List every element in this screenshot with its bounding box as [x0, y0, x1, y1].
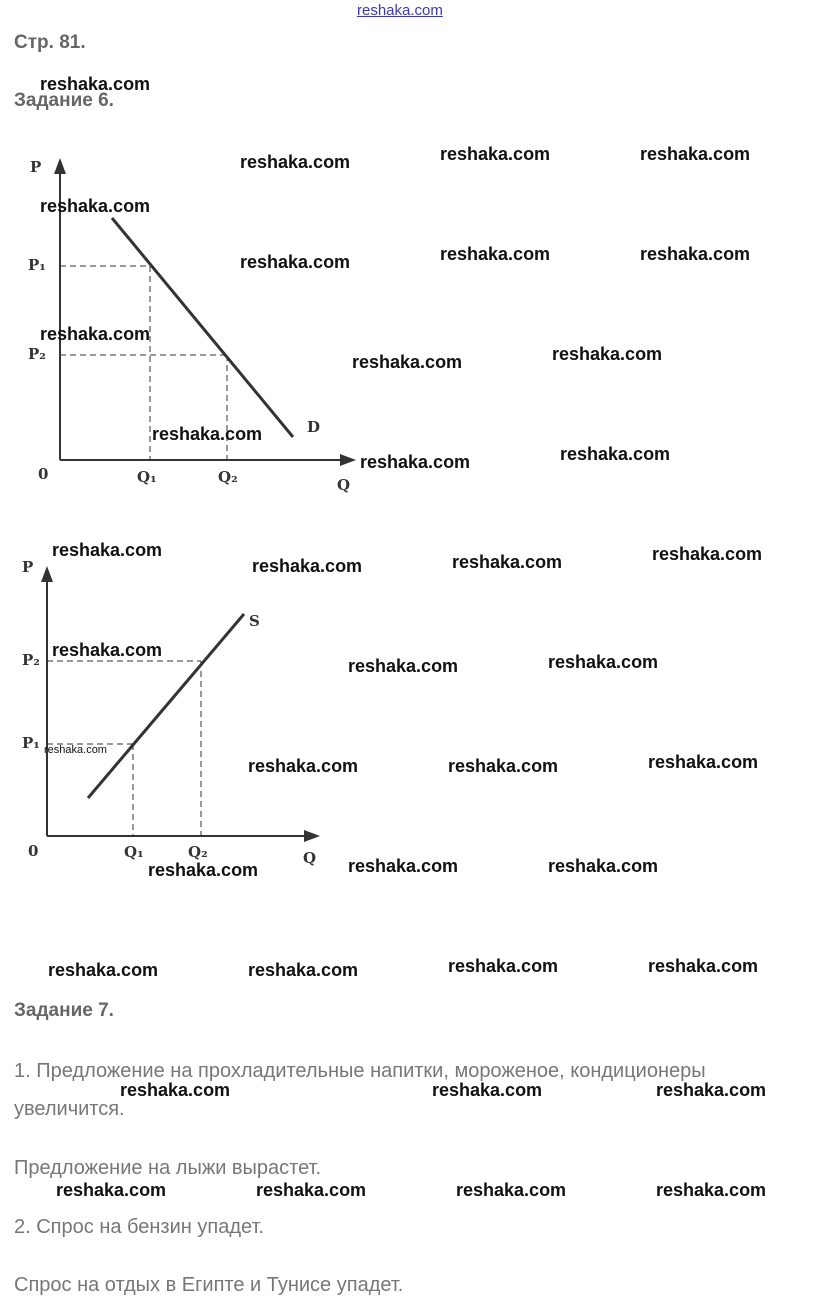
watermark: reshaka.com	[440, 144, 551, 164]
watermark: reshaka.com	[448, 756, 559, 776]
watermark: reshaka.com	[560, 444, 671, 464]
answer-1-line-2: увеличится.	[14, 1098, 125, 1120]
watermark: reshaka.com	[52, 640, 163, 660]
watermark: reshaka.com	[252, 556, 363, 576]
g2-y-arrow	[41, 566, 53, 582]
g1-q2-label: Q₂	[218, 468, 238, 486]
watermark: reshaka.com	[652, 544, 763, 564]
page-reference: Стр. 81.	[14, 32, 86, 53]
watermark: reshaka.com	[348, 656, 459, 676]
watermark: reshaka.com	[648, 752, 759, 772]
watermark: reshaka.com	[656, 1180, 767, 1200]
watermark: reshaka.com	[148, 860, 259, 880]
g1-origin-label: 0	[38, 465, 49, 483]
g1-p1-label: P₁	[28, 256, 46, 274]
answer-1-line-3: Предложение на лыжи вырастет.	[14, 1157, 322, 1179]
watermark: reshaka.com	[240, 252, 351, 272]
answer-2-line-2: Спрос на отдых в Египте и Тунисе упадет.	[14, 1274, 404, 1296]
answer-2-line-1: 2. Спрос на бензин упадет.	[14, 1216, 264, 1238]
watermark: reshaka.com	[656, 1080, 767, 1100]
watermark-small: reshaka.com	[44, 744, 107, 756]
answer-1-line-1: 1. Предложение на прохладительные напитки, мороженое, кондиционеры	[14, 1060, 706, 1082]
watermark: reshaka.com	[448, 956, 559, 976]
watermark: reshaka.com	[352, 352, 463, 372]
watermark: reshaka.com	[640, 144, 751, 164]
g2-x-arrow	[304, 830, 320, 842]
g2-q2-label: Q₂	[188, 843, 208, 861]
watermark: reshaka.com	[548, 652, 659, 672]
g2-q-label: Q	[303, 849, 317, 867]
watermark: reshaka.com	[152, 424, 263, 444]
demand-curve-label: D	[307, 418, 321, 436]
watermark: reshaka.com	[40, 324, 151, 344]
watermark: reshaka.com	[40, 74, 151, 94]
supply-curve-label: S	[249, 612, 260, 630]
watermark: reshaka.com	[40, 196, 151, 216]
watermark: reshaka.com	[360, 452, 471, 472]
watermark: reshaka.com	[248, 960, 359, 980]
watermark: reshaka.com	[348, 856, 459, 876]
supply-graph	[41, 566, 320, 842]
watermark: reshaka.com	[456, 1180, 567, 1200]
watermark: reshaka.com	[248, 756, 359, 776]
g2-p2-label: P₂	[22, 651, 40, 669]
g1-x-arrow	[340, 454, 356, 466]
watermark: reshaka.com	[640, 244, 751, 264]
g1-p2-label: P₂	[28, 345, 46, 363]
watermark: reshaka.com	[440, 244, 551, 264]
task7-title: Задание 7.	[14, 1000, 114, 1021]
watermark: reshaka.com	[120, 1080, 231, 1100]
g2-q1-label: Q₁	[124, 843, 144, 861]
watermark: reshaka.com	[256, 1180, 367, 1200]
top-watermark-link[interactable]: reshaka.com	[357, 2, 443, 19]
task6-title: Задание 6.	[14, 90, 114, 111]
watermark: reshaka.com	[548, 856, 659, 876]
watermark: reshaka.com	[240, 152, 351, 172]
watermark: reshaka.com	[48, 960, 159, 980]
g1-p-label: P	[30, 158, 42, 176]
g2-p-label: P	[22, 558, 34, 576]
g1-q1-label: Q₁	[137, 468, 157, 486]
g2-origin-label: 0	[28, 842, 39, 860]
watermark: reshaka.com	[648, 956, 759, 976]
watermark: reshaka.com	[432, 1080, 543, 1100]
watermark: reshaka.com	[52, 540, 163, 560]
watermark: reshaka.com	[552, 344, 663, 364]
watermark: reshaka.com	[56, 1180, 167, 1200]
watermark: reshaka.com	[452, 552, 563, 572]
g1-y-arrow	[54, 158, 66, 174]
g2-p1-label: P₁	[22, 734, 40, 752]
g1-q-label: Q	[337, 476, 351, 494]
